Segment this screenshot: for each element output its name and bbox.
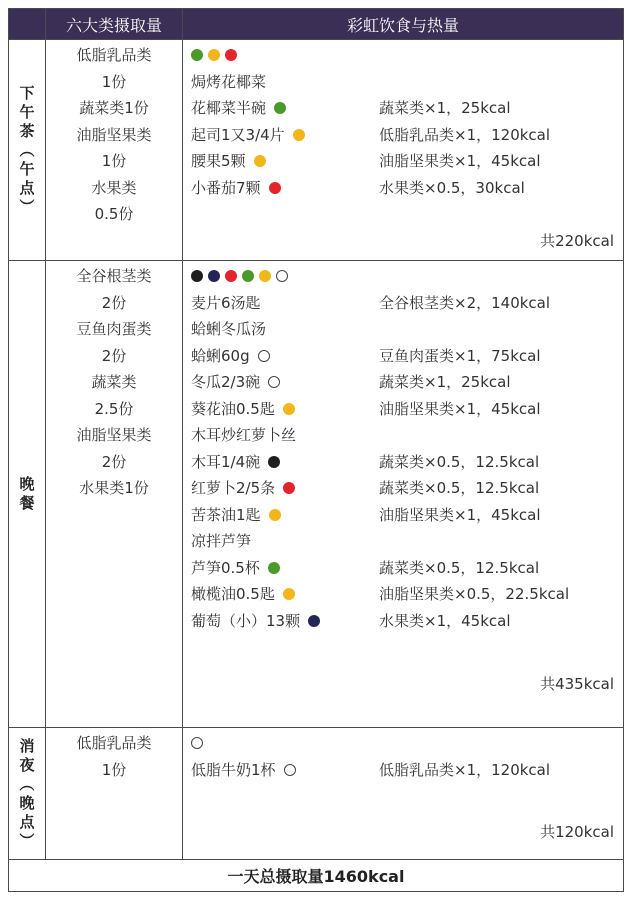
food-calories: 低脂乳品类×1，120kcal <box>379 125 551 144</box>
color-dots <box>191 263 616 290</box>
food-item <box>191 122 305 149</box>
food-item <box>191 175 281 202</box>
meal-char: 餐 <box>19 494 35 512</box>
category-line: 蔬菜类1份 <box>79 99 149 117</box>
category-list <box>46 263 182 502</box>
meal-char: 下 <box>19 83 35 102</box>
meal-name <box>19 737 35 851</box>
food-calories: 油脂坚果类×1，45kcal <box>379 152 541 170</box>
food-calories: 低脂乳品类×1，120kcal <box>379 760 551 779</box>
dot-white-icon <box>284 764 296 776</box>
food-item-text: 橄榄油0.5匙 <box>191 585 275 603</box>
food-item <box>191 95 286 122</box>
dot-red-icon <box>225 270 237 282</box>
header-corner <box>9 9 46 39</box>
food-row <box>191 343 616 370</box>
meal-label <box>9 728 45 859</box>
dot-white-icon <box>191 737 203 749</box>
dot-red-icon <box>283 482 295 494</box>
category-line: 全谷根茎类 <box>76 267 152 285</box>
food-row <box>191 290 616 317</box>
category-line: 油脂坚果类 <box>76 426 152 444</box>
meal-char: ︵ <box>19 140 35 159</box>
section-divider-2 <box>9 727 623 728</box>
food-row <box>191 316 616 343</box>
food-row <box>191 581 616 608</box>
food-item <box>191 555 280 582</box>
section-total: 共435kcal <box>540 675 614 693</box>
meal-char: 晚 <box>19 793 35 812</box>
food-item-text: 葡萄（小）13颗 <box>191 611 301 630</box>
meal-label <box>9 261 45 727</box>
food-item-text: 冬瓜2/3碗 <box>191 373 261 391</box>
food-item <box>191 290 261 317</box>
food-row <box>191 502 616 529</box>
meal-char: 晚 <box>19 475 35 493</box>
dot-yellow-icon <box>254 155 266 167</box>
category-line: 油脂坚果类 <box>76 125 152 144</box>
dot-navy-icon <box>308 615 320 627</box>
header-categories: 六大类摄取量 <box>46 9 182 39</box>
food-item-text: 小番茄7颗 <box>191 178 261 197</box>
color-dots <box>191 730 616 757</box>
food-item <box>191 343 270 370</box>
meal-char: 午 <box>19 159 35 178</box>
food-row <box>191 396 616 423</box>
dot-white-icon <box>258 350 270 362</box>
food-row <box>191 95 616 122</box>
category-line: 1份 <box>101 152 127 170</box>
food-item <box>191 608 320 635</box>
meal-char: 消 <box>19 736 35 755</box>
food-calories: 蔬菜类×0.5，12.5kcal <box>379 479 540 497</box>
food-calories: 水果类×0.5，30kcal <box>379 178 525 197</box>
food-item <box>191 502 281 529</box>
food-row <box>191 148 616 175</box>
category-line: 豆鱼肉蛋类 <box>76 320 152 338</box>
category-line: 1份 <box>101 760 127 779</box>
meal-name <box>19 84 35 217</box>
food-row <box>191 449 616 476</box>
meal-char: ︵ <box>19 774 35 793</box>
dot-black-icon <box>191 270 203 282</box>
dot-green-icon <box>268 562 280 574</box>
category-line: 蔬菜类 <box>91 373 137 391</box>
header-divider <box>9 39 623 40</box>
category-list <box>46 730 182 783</box>
food-item-text: 低脂牛奶1杯 <box>191 760 276 779</box>
food-row <box>191 175 616 202</box>
section-total: 共220kcal <box>540 232 614 250</box>
meal-label <box>9 40 45 260</box>
daily-total: 一天总摄取量1460kcal <box>227 867 405 886</box>
food-calories: 蔬菜类×1，25kcal <box>379 373 511 391</box>
food-row <box>191 475 616 502</box>
category-line: 2.5份 <box>94 399 134 418</box>
dot-yellow-icon <box>293 129 305 141</box>
dot-yellow-icon <box>259 270 271 282</box>
food-item-text: 红萝卜2/5条 <box>191 479 276 497</box>
category-line: 水果类1份 <box>79 479 149 497</box>
food-item <box>191 449 280 476</box>
dot-white-icon <box>276 270 288 282</box>
dot-green-icon <box>191 49 203 61</box>
dot-yellow-icon <box>283 403 295 415</box>
dot-yellow-icon <box>269 509 281 521</box>
dot-red-icon <box>225 49 237 61</box>
food-item-text: 蛤蜊60g <box>191 346 250 365</box>
dot-navy-icon <box>208 270 220 282</box>
food-item-text: 凉拌芦笋 <box>191 532 252 550</box>
food-calories: 水果类×1，45kcal <box>379 611 511 630</box>
food-calories: 蔬菜类×0.5，12.5kcal <box>379 558 540 577</box>
food-row <box>191 369 616 396</box>
food-item-text: 木耳炒红萝卜丝 <box>191 426 297 444</box>
category-line: 1份 <box>101 72 127 91</box>
food-item <box>191 581 295 608</box>
meal-char: 夜 <box>19 755 35 774</box>
category-line: 0.5份 <box>94 205 134 223</box>
meal-name <box>19 475 35 513</box>
category-line: 低脂乳品类 <box>76 734 152 752</box>
food-row <box>191 757 616 784</box>
dot-yellow-icon <box>283 588 295 600</box>
diet-table <box>8 8 624 892</box>
category-line: 2份 <box>101 452 127 471</box>
food-item-text: 木耳1/4碗 <box>191 452 261 471</box>
food-item-text: 苦茶油1匙 <box>191 505 261 524</box>
food-calories: 全谷根茎类×2，140kcal <box>379 293 551 312</box>
food-item-text: 麦片6汤匙 <box>191 293 261 312</box>
food-calories: 油脂坚果类×0.5，22.5kcal <box>379 585 570 603</box>
food-row <box>191 528 616 555</box>
section-divider-1 <box>9 260 623 261</box>
food-item <box>191 528 251 555</box>
food-row <box>191 555 616 582</box>
dot-white-icon <box>268 376 280 388</box>
meal-char: 茶 <box>19 121 35 140</box>
dot-green-icon <box>242 270 254 282</box>
dot-green-icon <box>274 102 286 114</box>
food-item-text: 焗烤花椰菜 <box>191 72 267 91</box>
food-item <box>191 757 296 784</box>
food-row <box>191 422 616 449</box>
meal-char: ︶ <box>19 197 35 216</box>
section-total: 共120kcal <box>540 823 614 841</box>
food-item <box>191 316 266 343</box>
category-line: 水果类 <box>91 178 137 197</box>
dot-black-icon <box>268 456 280 468</box>
color-dots <box>191 42 616 69</box>
category-line: 低脂乳品类 <box>76 46 152 64</box>
food-list <box>191 730 616 783</box>
food-row <box>191 122 616 149</box>
category-list <box>46 42 182 228</box>
food-item <box>191 148 266 175</box>
food-item-text: 芦笋0.5杯 <box>191 558 260 577</box>
col-divider-2 <box>182 9 183 860</box>
food-calories: 油脂坚果类×1，45kcal <box>379 505 541 524</box>
meal-char: 午 <box>19 102 35 121</box>
meal-char: 点 <box>19 178 35 197</box>
category-line: 2份 <box>101 346 127 365</box>
header-rainbow-diet: 彩虹饮食与热量 <box>182 9 623 39</box>
meal-char: 点 <box>19 812 35 831</box>
food-calories: 豆鱼肉蛋类×1，75kcal <box>379 346 541 365</box>
food-item-text: 花椰菜半碗 <box>191 99 267 117</box>
food-item-text: 葵花油0.5匙 <box>191 399 275 418</box>
food-list <box>191 263 616 634</box>
food-calories: 油脂坚果类×1，45kcal <box>379 399 541 418</box>
dot-yellow-icon <box>208 49 220 61</box>
food-row <box>191 69 616 96</box>
food-list <box>191 42 616 201</box>
food-item <box>191 369 280 396</box>
food-item <box>191 396 295 423</box>
food-item-text: 腰果5颗 <box>191 152 246 170</box>
meal-char: ︶ <box>19 831 35 850</box>
dot-red-icon <box>269 182 281 194</box>
food-item <box>191 69 266 96</box>
food-row <box>191 608 616 635</box>
food-calories: 蔬菜类×1，25kcal <box>379 99 511 117</box>
food-item <box>191 475 295 502</box>
food-item <box>191 422 296 449</box>
food-item-text: 起司1又3/4片 <box>191 125 285 144</box>
food-item-text: 蛤蜊冬瓜汤 <box>191 320 267 338</box>
category-line: 2份 <box>101 293 127 312</box>
food-calories: 蔬菜类×0.5，12.5kcal <box>379 452 540 471</box>
